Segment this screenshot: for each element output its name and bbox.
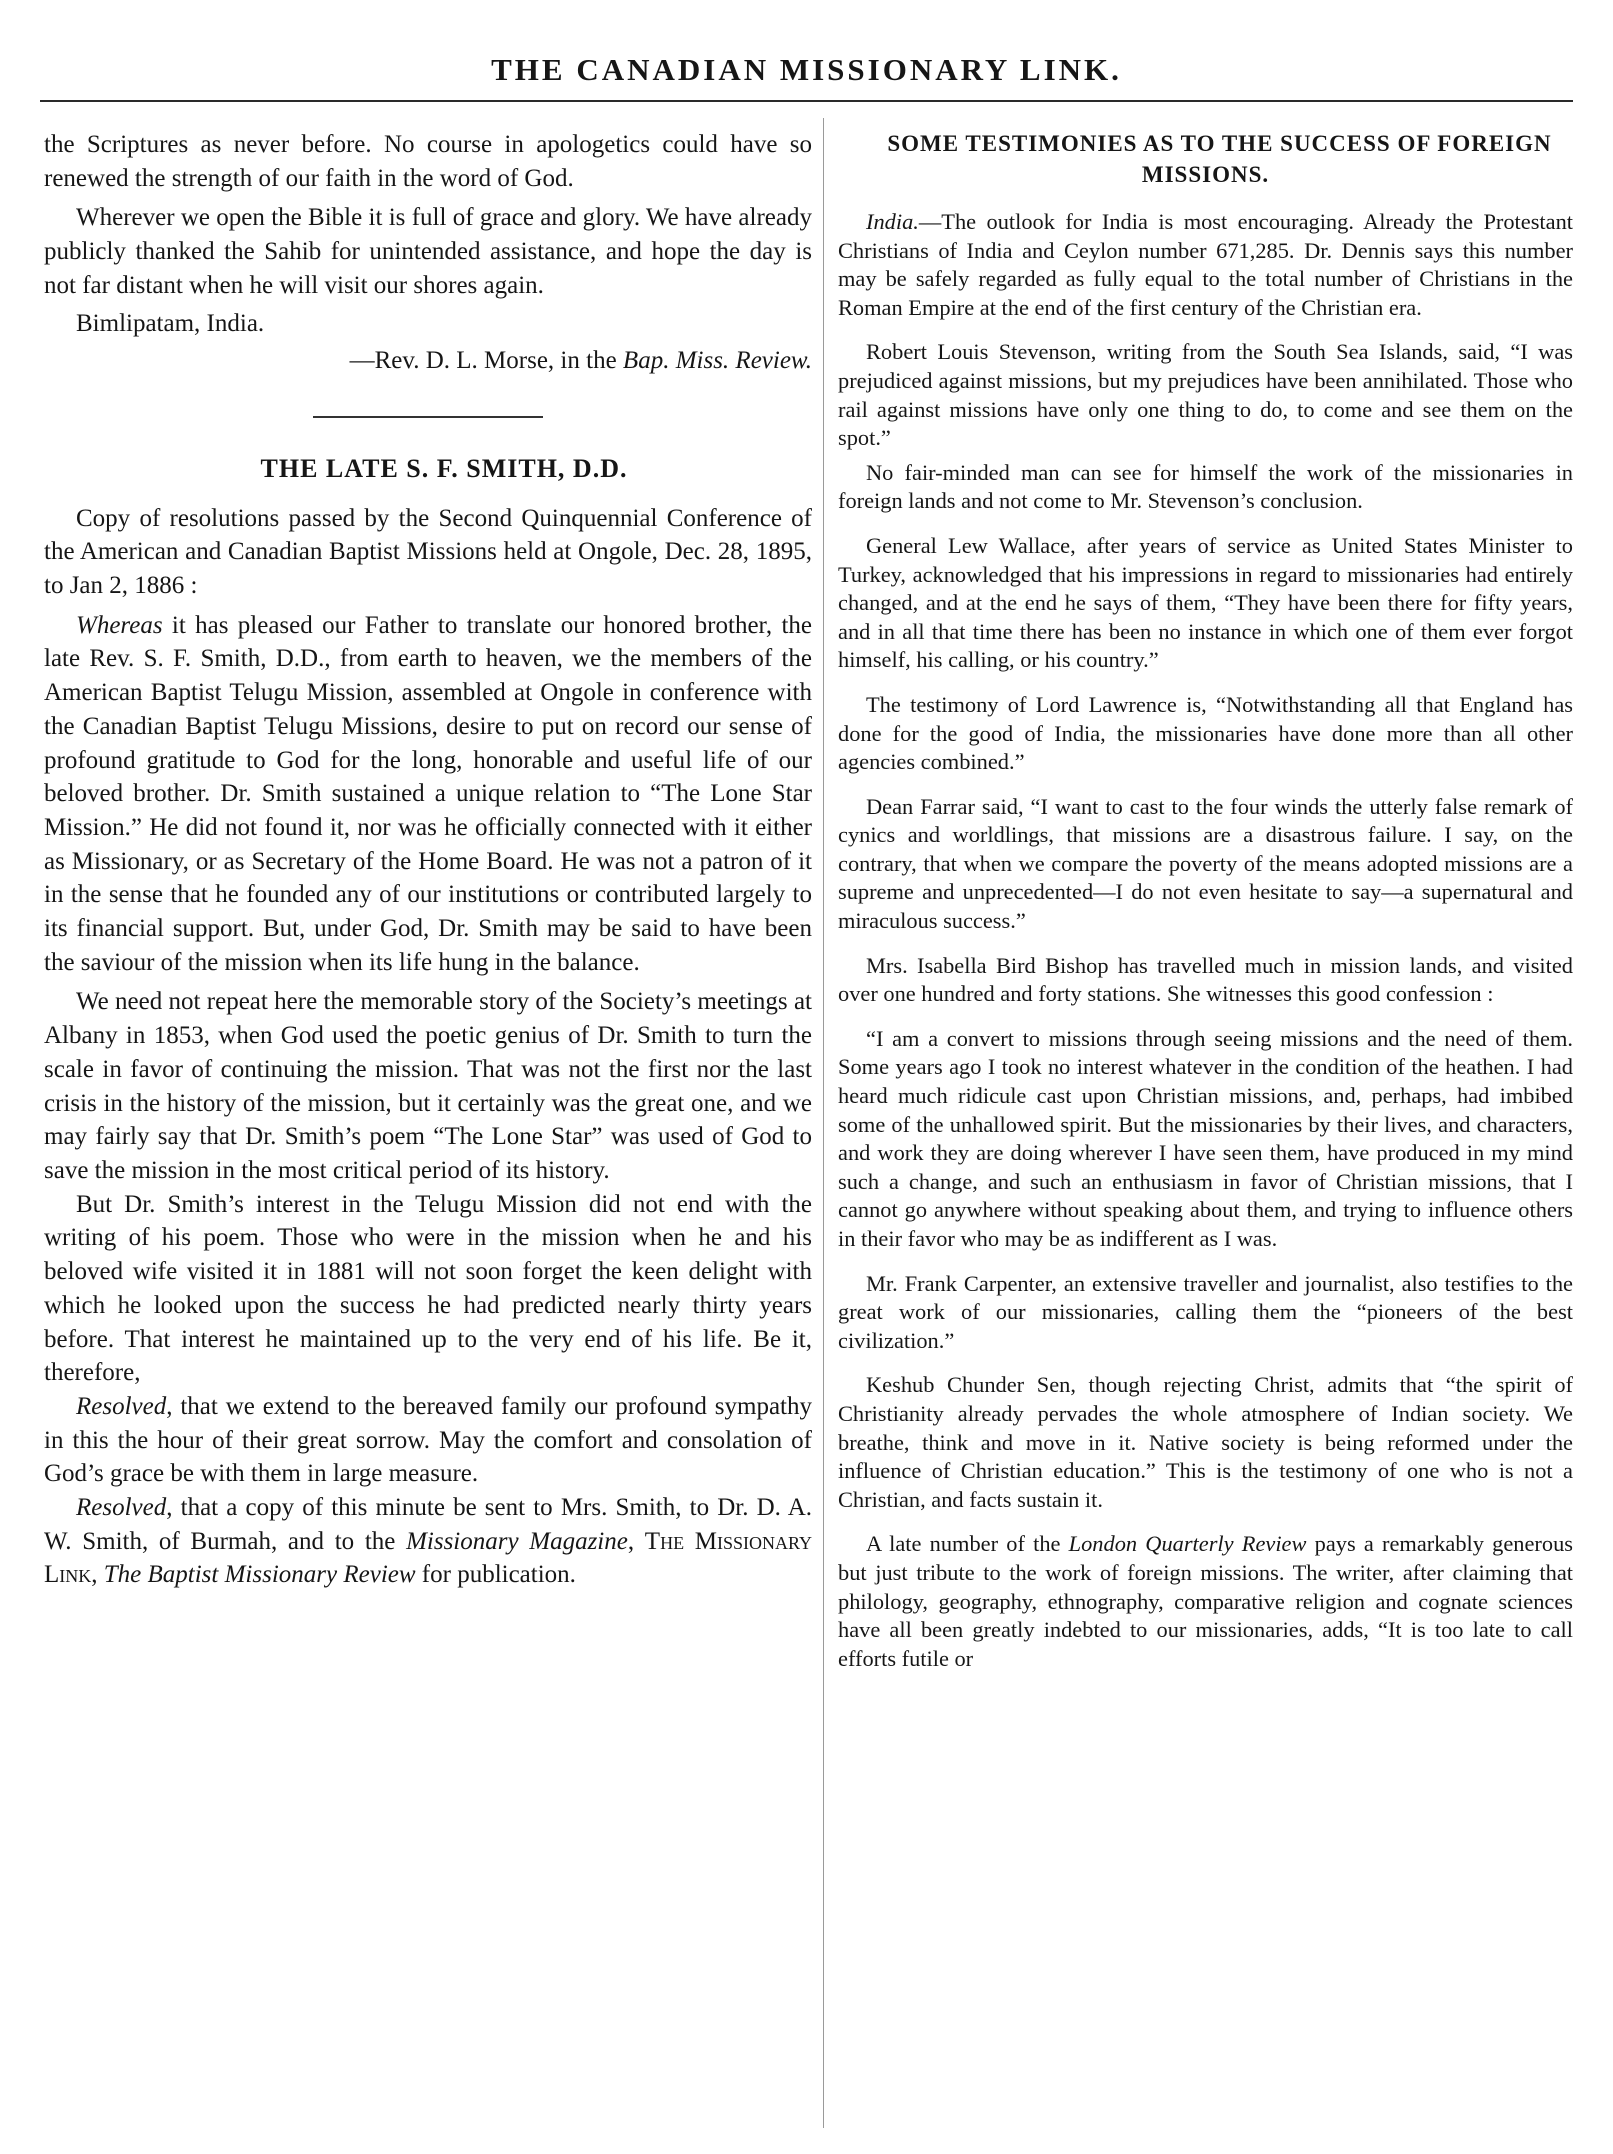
column-divider — [823, 118, 824, 2128]
paragraph: The testimony of Lord Lawrence is, “Notwithstanding all that England has done for the good of India, the missionaries have done more than all other agencies combined.” — [838, 691, 1573, 775]
lead-word: India. — [866, 209, 919, 234]
publication-name: The Missionary Link — [44, 1527, 812, 1589]
paragraph — [838, 208, 1573, 322]
paragraph — [44, 1390, 812, 1491]
quotation: “I am a convert to missions through seeing missions and the need of them. Some years ago I took no interest whatever in the condition of the heathen. I had heard much ridicule cast upon Christian missions, and, perhaps, had imbibed some of the unhallowed spirit. But the missionaries by their lives, and characters, and work they are doing wherever I have seen them, have produced in my mind such a change, and such an enthusiasm in favor of Christian missions, that I cannot go anywhere without speaking about them, and trying to influence others in their favor who may be as indifferent as I was. — [838, 1025, 1573, 1251]
signature-text: —Rev. D. L. Morse, in the — [349, 347, 623, 375]
paragraph-text: , that a copy of this minute be sent to Mrs. Smith, to Dr. D. A. W. Smith, of Burmah, and to the — [44, 1494, 812, 1555]
paragraph-text: A late number of the — [866, 1531, 1069, 1557]
paragraph: No fair-minded man can see for himself the work of the missionaries in foreign lands and not come to Mr. Stevenson’s conclusion. — [838, 459, 1573, 514]
lead-word: Resolved — [76, 1392, 167, 1420]
article-heading: THE LATE S. F. SMITH, D.D. — [260, 453, 628, 483]
page-header: THE CANADIAN MISSIONARY LINK. — [491, 52, 1122, 87]
paragraph — [44, 1491, 812, 1592]
paragraph: But Dr. Smith’s interest in the Telugu Mission did not end with the writing of his poem. Those who were in the mission when he and his beloved wife visited it in 1881 will not soon forget the keen delight with which he looked upon the success he had predicted nearly thirty years before. That interest he maintained up to the very end of his life. Be it, therefore, — [44, 1190, 812, 1387]
paragraph: Keshub Chunder Sen, though rejecting Christ, admits that “the spirit of Christianity already pervades the whole atmosphere of Indian society. We breathe, think and move in it. Native society is being reformed under the influence of Christian education.” This is the testimony of one who is not a Christian, and facts sustain it. — [838, 1372, 1573, 1512]
signature — [44, 344, 812, 378]
signature-source: Bap. Miss. Review. — [622, 347, 812, 375]
paragraph: Wherever we open the Bible it is full of grace and glory. We have already publicly thanked the Sahib for unintended assistance, and hope the day is not far distant when he will visit our shores again. — [44, 204, 812, 299]
publication-name: The Baptist Missionary Review — [103, 1561, 416, 1589]
paragraph: Mr. Frank Carpenter, an extensive traveller and journalist, also testifies to the great work of our missionaries, calling them the “pioneers of the best civilization.” — [838, 1270, 1573, 1353]
left-column — [44, 128, 812, 1592]
paragraph: We need not repeat here the memorable story of the Society’s meetings at Albany in 1853, when God used the poetic genius of Dr. Smith to turn the scale in favor of continuing the mission. That was not the first nor the last crisis in the history of the mission, but it certainly was the great one, and we may fairly say that Dr. Smith’s poem “The Lone Star” was used of God to save the mission in the most critical period of its history. — [44, 988, 812, 1184]
section-rule — [313, 416, 543, 418]
article-heading: SOME TESTIMONIES AS TO THE SUCCESS OF FOREIGN MISSIONS. — [887, 131, 1552, 187]
header-rule — [40, 100, 1573, 102]
paragraph-text: —The outlook for India is most encouraging. Already the Protestant Christians of India and Ceylon number 671,285. Dr. Dennis says this number may be safely regarded as fully equal to the total number of Christians in the Roman Empire at the end of the first century of the Christian era. — [838, 209, 1573, 320]
right-column — [838, 128, 1573, 1673]
paragraph: Robert Louis Stevenson, writing from the South Sea Islands, said, “I was prejudiced against missions, but my prejudices have been annihilated. Those who rail against missions have only one thing to do, to come and see them on the spot.” — [838, 339, 1573, 451]
paragraph: General Lew Wallace, after years of service as United States Minister to Turkey, acknowledged that his impressions in regard to missionaries had entirely changed, and at the end he says of them, “They have been there for fifty years, and in all that time there has been no instance in which one of them ever forgot himself, his calling, or his country.” — [838, 532, 1573, 673]
publication-name: Missionary Magazine — [406, 1527, 628, 1555]
paragraph-text: , — [91, 1561, 104, 1589]
paragraph-text: for publication. — [415, 1561, 576, 1589]
paragraph — [44, 609, 812, 980]
publication-name: London Quarterly Review — [1068, 1531, 1307, 1557]
dateline: Bimlipatam, India. — [76, 309, 265, 337]
paragraph: Dean Farrar said, “I want to cast to the four winds the utterly false remark of cynics and worldlings, that missions are a disastrous failure. I say, on the contrary, that when we compare the poverty of the means adopted missions are a supreme and unprecedented—I do not even hesitate to say—a supernatural and miraculous success.” — [838, 793, 1573, 934]
lead-word: Whereas — [76, 611, 163, 639]
paragraph-text: pays a remarkably generous but just tribute to the work of foreign missions. The writer, after claiming that philology, geography, ethnography, comparative religion and cognate sciences have all been greatly indebted to our missionaries, adds, “It is too late to call efforts futile or — [838, 1531, 1573, 1671]
paragraph: Copy of resolutions passed by the Second Quinquennial Conference of the American and Canadian Baptist Missions held at Ongole, Dec. 28, 1895, to Jan 2, 1886 : — [44, 504, 812, 600]
paragraph-text: it has pleased our Father to translate our honored brother, the late Rev. S. F. Smith, D.D., from earth to heaven, we the members of the American Baptist Telugu Mission, assembled at Ongole in conference with the Canadian Baptist Telugu Missions, desire to put on record our sense of profound gratitude to God for the long, honorable and useful life of our beloved brother. Dr. Smith sustained a unique relation to “The Lone Star Mission.” He did not found it, nor was he officially connected with it either as Missionary, or as Secretary of the Home Board. He was not a patron of it in the sense that he founded any of our institutions or contributed largely to its financial support. But, under God, Dr. Smith may be said to have been the saviour of the mission when its life hung in the balance. — [44, 611, 812, 976]
paragraph-text: , — [627, 1527, 645, 1555]
paragraph: the Scriptures as never before. No course in apologetics could have so renewed the strength of our faith in the word of God. — [44, 131, 812, 192]
paragraph: Mrs. Isabella Bird Bishop has travelled much in mission lands, and visited over one hundred and forty stations. She witnesses this good confession : — [838, 952, 1573, 1007]
lead-word: Resolved — [76, 1494, 167, 1522]
paragraph — [838, 1530, 1573, 1673]
paragraph-text: , that we extend to the bereaved family our profound sympathy in this the hour of their great sorrow. May the comfort and consolation of God’s grace be with them in large measure. — [44, 1392, 812, 1488]
